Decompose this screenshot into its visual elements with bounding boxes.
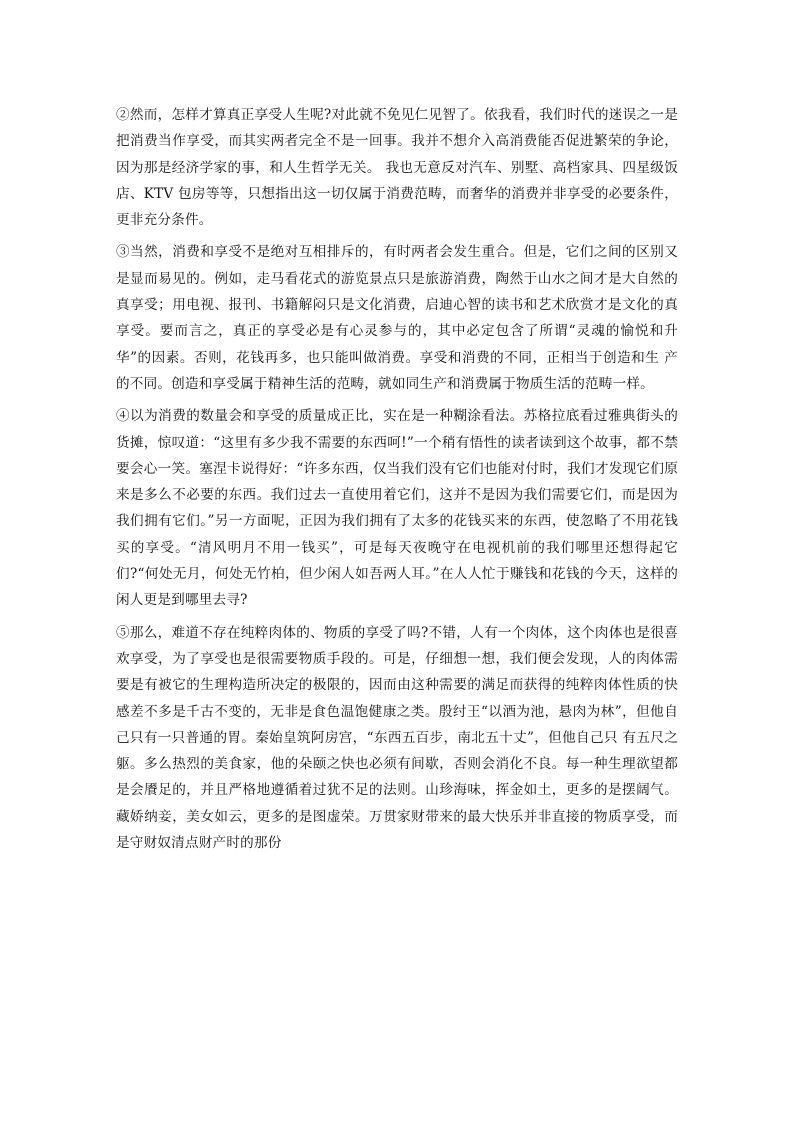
document-page: [116, 102, 678, 862]
paragraph-2: ②然而，怎样才算真正享受人生呢?对此就不免见仁见智了。依我看，我们时代的迷误之一是把消费当作享受，而其实两者完全不是一回事。我并不想介入高消费能否促进繁荣的争论，因为那是经济学家的事，和人生哲学无关。 我也无意反对汽车、别墅、高档家具、四星级饭店、KTV 包房等等，只想指出这一切仅属于消费范畴，而奢华的消费并非享受的必要条件，更非充分条件。: [116, 107, 678, 229]
paragraph-3: ③当然，消费和享受不是绝对互相排斥的，有时两者会发生重合。但是，它们之间的区别又是显而易见的。例如，走马看花式的游览景点只是旅游消费，陶然于山水之间才是大自然的真享受；用电视、报刊、书籍解闷只是文化消费，启迪心智的读书和艺术欣赏才是文化的真享受。要而言之，真正的享受必是有心灵参与的，其中必定包含了所谓“灵魂的愉悦和升华”的因素。否则，花钱再多，也只能叫做消费。享受和消费的不同，正相当于创造和生 产的不同。创造和享受属于精神生活的范畴，就如同生产和消费属于物质生活的范畴一样。: [116, 244, 678, 392]
paragraph-4: ④以为消费的数量会和享受的质量成正比，实在是一种糊涂看法。苏格拉底看过雅典街头的货摊，惊叹道：“这里有多少我不需要的东西呵!”一个稍有悟性的读者读到这个故事，都不禁要会心一笑。塞涅卡说得好：“许多东西，仅当我们没有它们也能对付时，我们才发现它们原来是多么不必要的东西。我们过去一直使用着它们，这并不是因为我们需要它们，而是因为我们拥有它们。”另一方面呢，正因为我们拥有了太多的花钱买来的东西，使忽略了不用花钱买的享受。“清风明月不用一钱买”，可是每天夜晚守在电视机前的我们哪里还想得起它们?“何处无月，何处无竹柏，但少闲人如吾两人耳。”在人人忙于赚钱和花钱的今天，这样的闲人更是到哪里去寻?: [116, 408, 678, 609]
paragraph-5: ⑤那么，难道不存在纯粹肉体的、物质的享受了吗?不错，人有一个肉体，这个肉体也是很喜欢享受，为了享受也是很需要物质手段的。可是，仔细想一想，我们便会发现，人的肉体需要是有被它的生理构造所决定的极限的，因而由这种需要的满足而获得的纯粹肉体性质的快感差不多是千古不变的，无非是食色温饱健康之类。殷纣王“以酒为池，悬肉为林”，但他自己只有一只普通的胃。秦始皇筑阿房宫，“东西五百步，南北五十丈”，但他自己只 有五尺之躯。多么热烈的美食家，他的朵颐之快也必须有间歇，否则会消化不良。每一种生理欲望都是会餍足的，并且严格地遵循着过犹不足的法则。山珍海味，挥金如土，更多的是摆阔气。藏娇纳妾，美女如云，更多的是图虚荣。万贯家财带来的最大快乐并非直接的物质享受，而是守财奴清点财产时的那份: [116, 624, 678, 852]
